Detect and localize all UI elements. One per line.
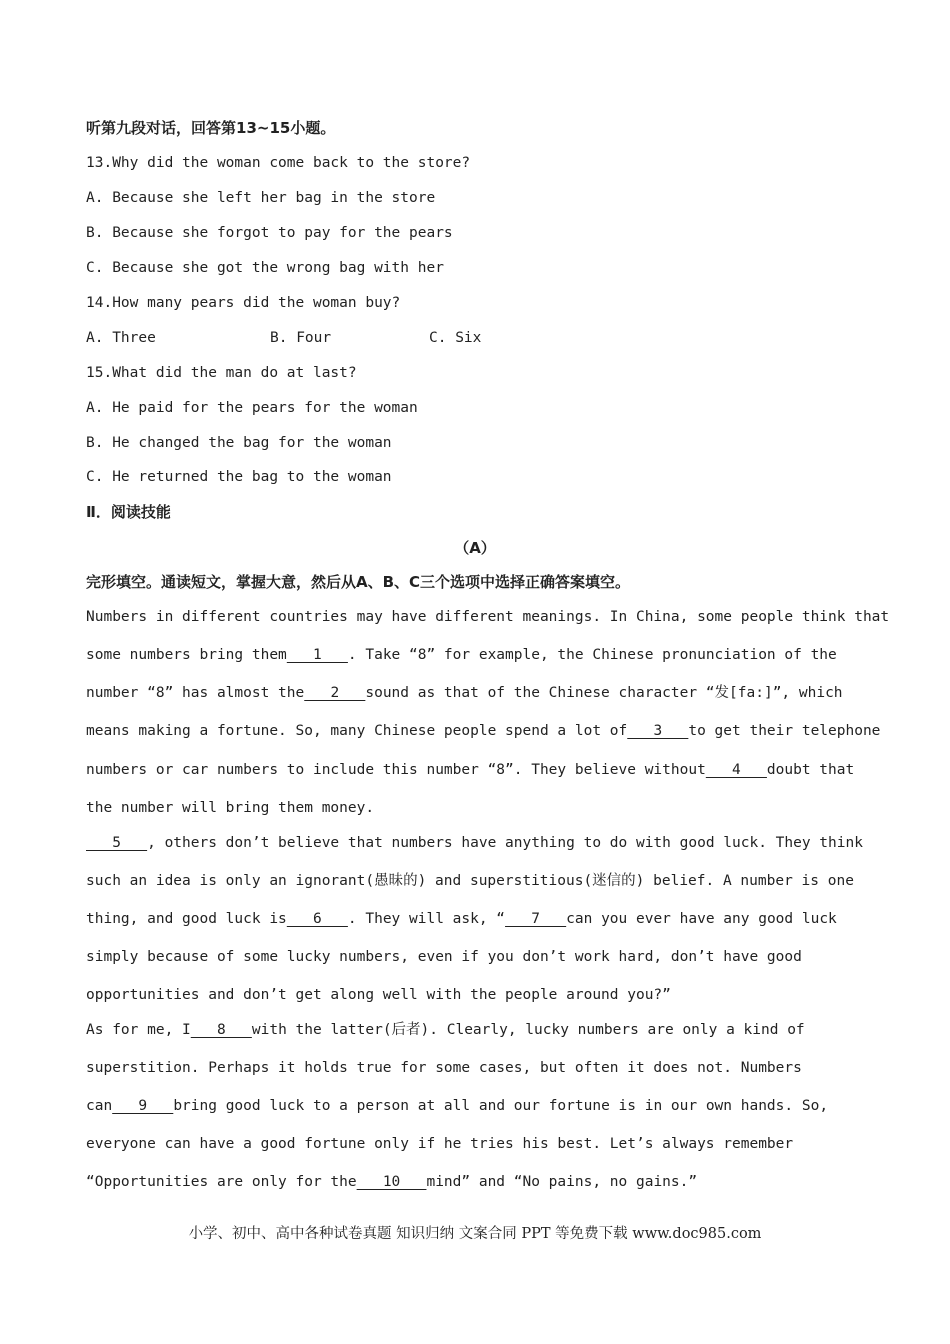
option-14a: A. Three bbox=[86, 330, 156, 346]
option-14c: C. Six bbox=[429, 330, 482, 346]
passage-line bbox=[86, 1096, 828, 1116]
blank-6: 6 bbox=[286, 911, 348, 927]
passage-line bbox=[86, 909, 837, 929]
option-13c: C. Because she got the wrong bag with her bbox=[86, 260, 444, 276]
blank-9: 9 bbox=[112, 1098, 174, 1114]
passage-line: Numbers in different countries may have different meanings. In China, some people think that bbox=[86, 609, 890, 625]
passage-text: numbers or car numbers to include this number “8”. They believe without bbox=[86, 762, 706, 778]
option-15c: C. He returned the bag to the woman bbox=[86, 469, 392, 485]
passage-line bbox=[86, 833, 863, 853]
passage-text: . Take “8” for example, the Chinese pronunciation of the bbox=[347, 647, 837, 663]
passage-line bbox=[86, 1172, 697, 1192]
passage-line: such an idea is only an ignorant(愚昧的) and superstitious(迷信的) belief. A number is one bbox=[86, 873, 854, 889]
blank-4: 4 bbox=[705, 762, 767, 778]
blank-5: 5 bbox=[86, 835, 148, 851]
question-13: 13.Why did the woman come back to the store? bbox=[86, 155, 471, 171]
blank-10: 10 bbox=[356, 1174, 427, 1190]
passage-text: thing, and good luck is bbox=[86, 911, 287, 927]
passage-line bbox=[86, 760, 854, 780]
passage-line bbox=[86, 721, 880, 741]
passage-line: simply because of some lucky numbers, even if you don’t work hard, don’t have good bbox=[86, 949, 802, 965]
passage-text: As for me, I bbox=[86, 1022, 191, 1038]
option-14b: B. Four bbox=[270, 330, 332, 346]
section-heading: 听第九段对话，回答第13~15小题。 bbox=[86, 119, 336, 137]
passage-line bbox=[86, 1020, 805, 1040]
passage-text: number “8” has almost the bbox=[86, 685, 305, 701]
passage-text: can you ever have any good luck bbox=[566, 911, 837, 927]
option-15b: B. He changed the bag for the woman bbox=[86, 435, 392, 451]
instruction: 完形填空。通读短文，掌握大意，然后从A、B、C三个选项中选择正确答案填空。 bbox=[86, 573, 631, 591]
part-title: Ⅱ．阅读技能 bbox=[86, 503, 171, 521]
passage-line: the number will bring them money. bbox=[86, 800, 375, 816]
passage-text: “Opportunities are only for the bbox=[86, 1174, 357, 1190]
part-subtitle: （A） bbox=[454, 539, 496, 557]
option-13b: B. Because she forgot to pay for the pears bbox=[86, 225, 453, 241]
question-15: 15.What did the man do at last? bbox=[86, 365, 357, 381]
passage-text: . They will ask, “ bbox=[347, 911, 506, 927]
passage-text: some numbers bring them bbox=[86, 647, 287, 663]
option-15a: A. He paid for the pears for the woman bbox=[86, 400, 418, 416]
blank-3: 3 bbox=[627, 723, 689, 739]
passage-text: can bbox=[86, 1098, 113, 1114]
blank-7: 7 bbox=[505, 911, 567, 927]
passage-line: superstition. Perhaps it holds true for some cases, but often it does not. Numbers bbox=[86, 1060, 802, 1076]
question-14: 14.How many pears did the woman buy? bbox=[86, 295, 401, 311]
blank-1: 1 bbox=[286, 647, 348, 663]
passage-line bbox=[86, 683, 843, 703]
passage-text: to get their telephone bbox=[688, 723, 881, 739]
page-footer: 小学、初中、高中各种试卷真题 知识归纳 文案合同 PPT 等免费下载 www.doc985.com bbox=[188, 1226, 762, 1242]
blank-2: 2 bbox=[304, 685, 366, 701]
passage-line bbox=[86, 645, 837, 665]
passage-text: sound as that of the Chinese character “发[fa:]”, which bbox=[365, 685, 843, 701]
passage-text: doubt that bbox=[766, 762, 855, 778]
passage-text: bring good luck to a person at all and our fortune is in our own hands. So, bbox=[173, 1098, 829, 1114]
passage-line: everyone can have a good fortune only if he tries his best. Let’s always remember bbox=[86, 1136, 794, 1152]
option-13a: A. Because she left her bag in the store bbox=[86, 190, 436, 206]
passage-line: opportunities and don’t get along well with the people around you?” bbox=[86, 987, 671, 1003]
passage-text: with the latter(后者). Clearly, lucky numbers are only a kind of bbox=[251, 1022, 805, 1038]
passage-text: means making a fortune. So, many Chinese people spend a lot of bbox=[86, 723, 628, 739]
passage-text: mind” and “No pains, no gains.” bbox=[426, 1174, 698, 1190]
blank-8: 8 bbox=[190, 1022, 252, 1038]
passage-text: , others don’t believe that numbers have anything to do with good luck. They think bbox=[147, 835, 863, 851]
